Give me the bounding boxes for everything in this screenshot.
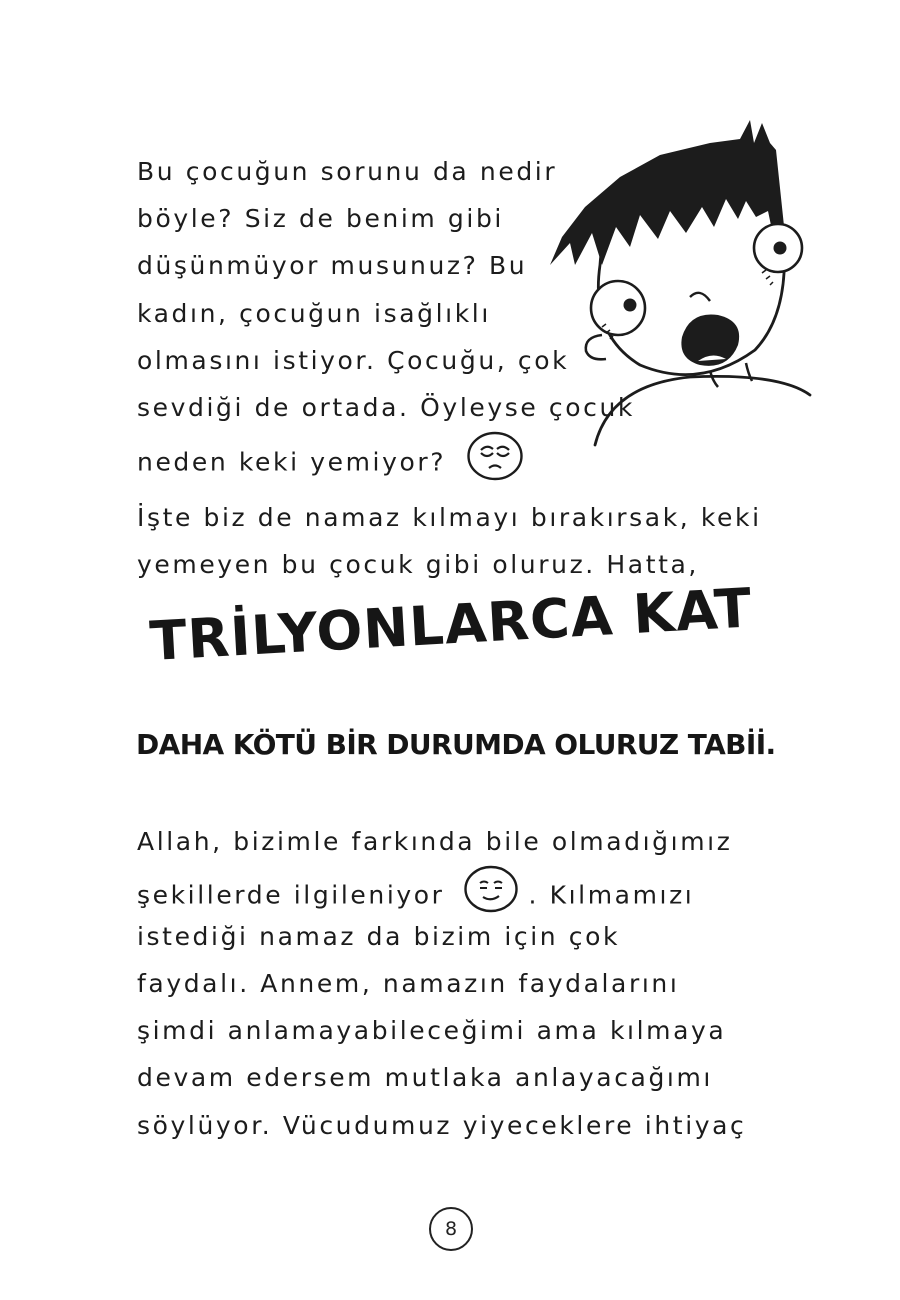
text-line: şimdi anlamayabileceğimi ama kılmaya — [137, 1016, 727, 1046]
text-line: yemeyen bu çocuk gibi oluruz. Hatta, — [137, 550, 699, 579]
page-number: 8 — [444, 1218, 458, 1240]
text-line: Bu çocuğun sorunu da nedir — [137, 157, 558, 186]
headline: TRİLYONLARCA KAT — [148, 576, 754, 673]
text-line: Allah, bizimle farkında bile olmadığımız — [137, 827, 733, 856]
paragraph-3 — [137, 818, 746, 1149]
annoyed-face-icon — [466, 431, 524, 496]
subheadline: DAHA KÖTÜ BİR DURUMDA OLURUZ TABİİ. — [136, 728, 776, 761]
text-line: böyle? Siz de benim gibi — [137, 204, 504, 234]
text-line: istediği namaz da bizim için çok — [137, 921, 621, 951]
text-line: devam edersem mutlaka anlayacağımı — [137, 1063, 713, 1093]
text-line: söylüyor. Vücudumuz yiyeceklere ihtiyaç — [137, 1110, 747, 1140]
text-line-with-icon — [137, 865, 746, 912]
text-line: sevdiği de ortada. Öyleyse çocuk — [137, 392, 636, 422]
text-line: faydalı. Annem, namazın faydalarını — [137, 968, 680, 998]
text-line: olmasını istiyor. Çocuğu, çok — [137, 345, 570, 375]
text-line: neden keki yemiyor? — [137, 447, 447, 477]
text-line: düşünmüyor musunuz? Bu — [137, 251, 528, 281]
paragraph-2 — [137, 494, 762, 588]
page-number-circle — [429, 1207, 473, 1251]
text-line: kadın, çocuğun isağlıklı — [137, 298, 491, 328]
text-line-start: şekillerde ilgileniyor — [137, 880, 445, 910]
text-line-end: . Kılmamızı — [528, 880, 695, 910]
surprised-boy-illustration — [540, 115, 830, 459]
text-line: İşte biz de namaz kılmayı bırakırsak, keki — [137, 503, 762, 532]
